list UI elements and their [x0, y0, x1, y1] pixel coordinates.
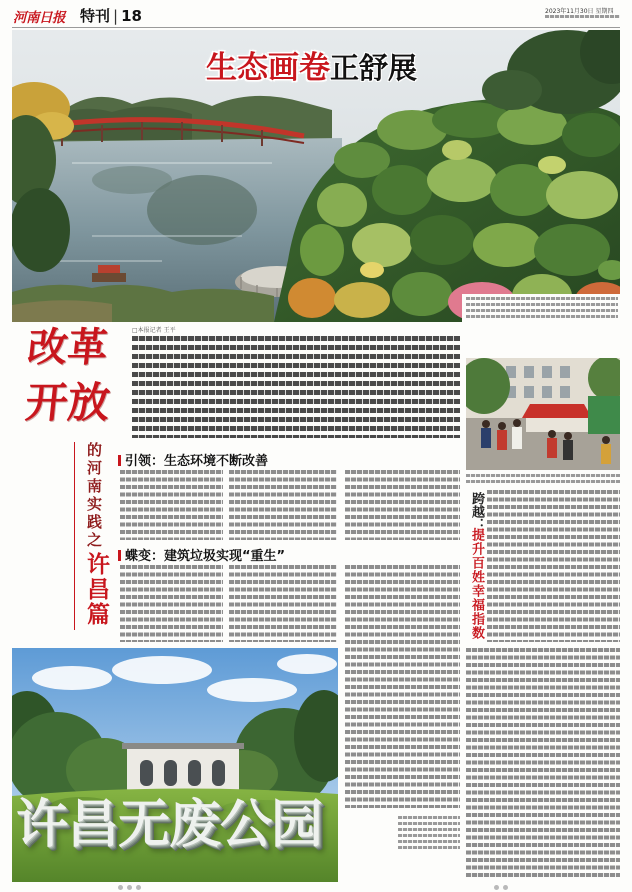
community-photo	[466, 358, 620, 470]
section-name: 特刊	[80, 7, 111, 25]
masthead-rule	[12, 27, 620, 28]
page-dot	[494, 885, 499, 890]
park-name-sign: 许昌无废公园	[16, 795, 323, 855]
page-dot	[136, 885, 141, 890]
community-activity-photo	[466, 358, 620, 470]
section-transform-col3	[345, 565, 460, 808]
issue-date: 2023年11月30日 星期四	[545, 8, 614, 15]
section-guide-col2	[229, 470, 337, 540]
series-divider	[74, 442, 75, 630]
section-leap-text-upper	[487, 490, 620, 642]
section-transform-col2	[229, 565, 337, 642]
section-guide-col1	[120, 470, 223, 540]
community-photo-caption	[466, 474, 620, 485]
series-subtitle: 的河南实践之	[85, 442, 103, 550]
section-transform-col1	[120, 565, 223, 642]
page-dot	[118, 885, 123, 890]
section-leap-text-lower	[466, 648, 620, 880]
byline: □本报记者 王平	[132, 327, 176, 334]
page-dot	[503, 885, 508, 890]
bottom-photo-caption	[398, 816, 460, 850]
headline-accent: 生态画卷	[206, 50, 330, 86]
headline-rest: 正舒展	[330, 51, 418, 85]
section-title-leap-prefix: 跨越：	[469, 492, 484, 531]
lead-paragraph	[132, 336, 460, 438]
section-title-transform: 蝶变：建筑垃圾实现“重生”	[118, 545, 285, 564]
separator: |	[113, 7, 119, 25]
section-tag	[80, 5, 142, 26]
section-title-guide: 引领：生态环境不断改善	[118, 450, 268, 469]
section-guide-col3	[345, 470, 460, 540]
newspaper-logo: 河南日报	[13, 10, 65, 26]
main-photo-caption	[466, 297, 618, 319]
series-title-line2: 开放	[23, 378, 113, 427]
series-city: 许昌篇	[83, 552, 109, 627]
section-title-leap-main: 提升百姓幸福指数	[469, 528, 484, 640]
page-dot	[127, 885, 132, 890]
page-number: 18	[121, 7, 142, 25]
editor-credits-block	[545, 15, 620, 20]
series-title-line1: 改革	[25, 324, 111, 371]
main-headline	[206, 42, 417, 87]
